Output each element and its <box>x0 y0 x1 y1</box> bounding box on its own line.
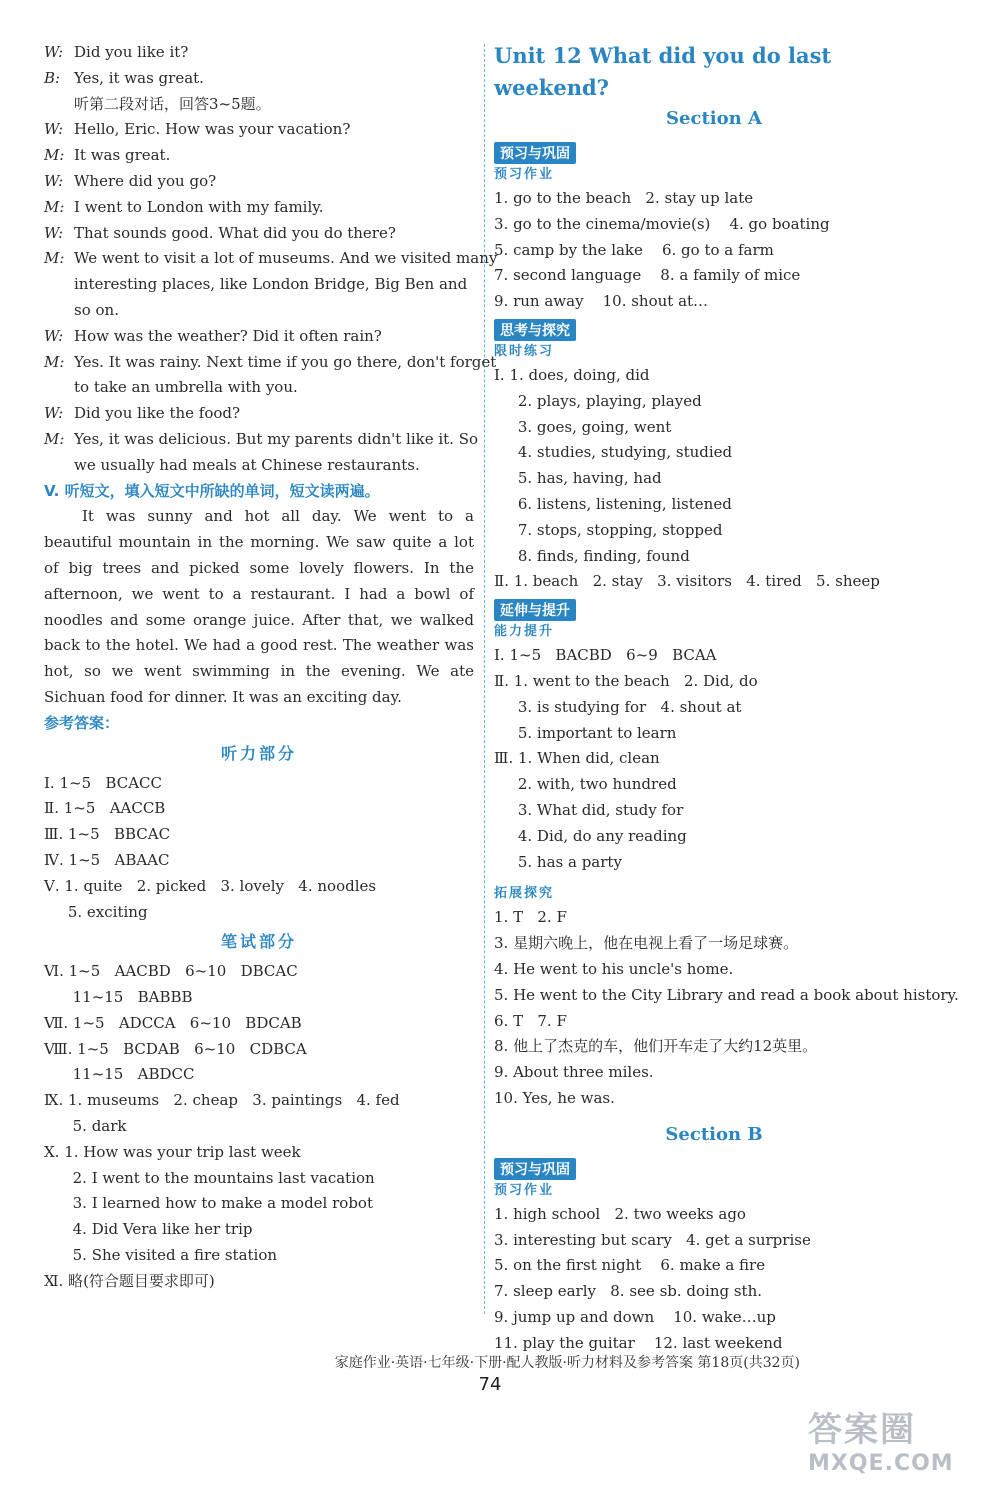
answer-line: Ⅰ. 1~5 BCACC <box>44 773 162 792</box>
passage: It was sunny and hot all day. We went to a beautiful mountain in the morning. We saw quite a lot of big trees and picked some lovely flowers. In the afternoon, we went to a restaurant. I had a bowl of noodles and some orange juice. After that, we walked back to the hotel. We had a good rest. The weather was hot, so we went swimming in the evening. We ate Sichuan food for dinner. It was an exciting day. <box>44 507 474 706</box>
answer-line: 4. Did, do any reading <box>494 826 687 845</box>
section-b-title: Section B <box>665 1123 763 1145</box>
answers-heading: 参考答案： <box>44 713 120 732</box>
answer-line: 3. What did, study for <box>494 800 684 819</box>
answer-line: 1. T 2. F <box>494 908 567 927</box>
answer-line: 5. dark <box>44 1117 127 1136</box>
speaker-label: M: <box>44 249 65 268</box>
dialogue-line <box>44 169 474 195</box>
dialogue-line <box>44 246 498 272</box>
answer-line: 7. second language 8. a family of mice <box>494 266 801 285</box>
answer-line: Ⅲ. 1. When did, clean <box>494 749 660 768</box>
dialogue-text: It was great. <box>74 146 171 165</box>
answer-line: 4. He went to his uncle's home. <box>494 959 734 978</box>
dialogue-line <box>44 195 474 221</box>
speaker-label: W: <box>44 171 64 190</box>
answer-line: 9. jump up and down 10. wake…up <box>494 1307 776 1326</box>
answer-line: 2. with, two hundred <box>494 775 677 794</box>
answer-line: 3. goes, going, went <box>494 417 672 436</box>
answer-line: 5. on the first night 6. make a fire <box>494 1256 766 1275</box>
a-practice-answers <box>494 363 934 595</box>
answer-line: 10. Yes, he was. <box>494 1088 615 1107</box>
part-v-heading: V. 听短文，填入短文中所缺的单词，短文读两遍。 <box>44 481 380 500</box>
left-column <box>44 40 498 1295</box>
answer-line: 11~15 ABDCC <box>44 1065 195 1084</box>
dialogue-line <box>44 453 474 479</box>
dialogue-line <box>44 350 497 376</box>
dialogue-text: interesting places, like London Bridge, Big Ben and <box>74 275 468 294</box>
answer-line: 5. exciting <box>44 902 148 921</box>
dialogue-2 <box>44 117 498 478</box>
dialogue-text: we usually had meals at Chinese restaurants. <box>74 455 420 474</box>
answer-line: 3. 星期六晚上，他在电视上看了一场足球赛。 <box>494 934 799 953</box>
dialogue-line <box>44 375 474 401</box>
answer-line: 8. 他上了杰克的车，他们开车走了大约12英里。 <box>494 1037 818 1056</box>
speaker-label: W: <box>44 326 64 345</box>
answer-line: Ⅰ. 1~5 BACBD 6~9 BCAA <box>494 646 717 665</box>
dialogue-text: so on. <box>74 300 119 319</box>
answer-line: Ⅷ. 1~5 BCDAB 6~10 CDBCA <box>44 1039 307 1058</box>
answer-line: 3. is studying for 4. shout at <box>494 697 742 716</box>
dialogue-text: Did you like it? <box>74 43 189 61</box>
page-footer: 家庭作业·英语·七年级·下册·配人教版·听力材料及参考答案 第18页(共32页) <box>334 1355 800 1371</box>
answer-line: 3. go to the cinema/movie(s) 4. go boating <box>494 214 830 233</box>
answer-line: 4. Did Vera like her trip <box>44 1220 253 1239</box>
answer-line: Ⅱ. 1. beach 2. stay 3. visitors 4. tired 5. sheep <box>494 572 880 591</box>
answer-line: 5. has a party <box>494 852 622 871</box>
speaker-label: W: <box>44 404 64 423</box>
answer-line: 6. listens, listening, listened <box>494 494 732 513</box>
dialogue-text: How was the weather? Did it often rain? <box>74 326 382 345</box>
answer-line: 4. studies, studying, studied <box>494 443 733 462</box>
dialogue-line <box>44 143 474 169</box>
answer-line: 5. camp by the lake 6. go to a farm <box>494 240 774 259</box>
unit-title: Unit 12 What did you do last weekend? <box>494 43 832 100</box>
answer-line: Ⅸ. 1. museums 2. cheap 3. paintings 4. fed <box>44 1091 400 1110</box>
speaker-label: B: <box>44 68 61 87</box>
tag-extend: 延伸与提升 <box>494 599 576 621</box>
answer-line: 9. About three miles. <box>494 1063 654 1082</box>
answer-line: Ⅰ. 1. does, doing, did <box>494 365 650 384</box>
dialogue-text: Hello, Eric. How was your vacation? <box>74 120 351 139</box>
answer-line: 11. play the guitar 12. last weekend <box>494 1333 783 1352</box>
dialogue-text: I went to London with my family. <box>74 197 324 216</box>
speaker-label: M: <box>44 197 65 216</box>
dialogue-line <box>44 272 474 298</box>
answer-line: 7. sleep early 8. see sb. doing sth. <box>494 1282 763 1301</box>
dialogue-text: Yes, it was great. <box>74 68 204 87</box>
answer-line: Ⅺ. 略(符合题目要求即可) <box>44 1271 215 1290</box>
answer-line: 1. go to the beach 2. stay up late <box>494 189 754 207</box>
watermark-logo <box>808 1402 994 1488</box>
section-a-title: Section A <box>666 108 762 129</box>
dialogue-line <box>44 40 474 66</box>
dialogue-text: Where did you go? <box>74 171 217 190</box>
dialogue-line <box>44 427 479 453</box>
answer-line: Ⅳ. 1~5 ABAAC <box>44 850 170 869</box>
dialogue-line <box>44 221 474 247</box>
answer-line: Ⅲ. 1~5 BBCAC <box>44 825 171 844</box>
listening-answers <box>44 771 474 926</box>
right-column <box>494 40 959 1356</box>
dialogue-text: Yes. It was rainy. Next time if you go there, don't forget <box>74 352 497 371</box>
dialogue-line <box>44 324 474 350</box>
answer-line: 5. has, having, had <box>494 469 662 488</box>
answer-line: 5. He went to the City Library and read a book about history. <box>494 985 959 1004</box>
answer-line: Ⅶ. 1~5 ADCCA 6~10 BDCAB <box>44 1013 302 1032</box>
dialogue-line <box>44 298 474 324</box>
dialogue-text: That sounds good. What did you do there? <box>74 223 396 242</box>
dialogue-line <box>44 117 474 143</box>
answer-line: Ⅴ. 1. quite 2. picked 3. lovely 4. noodles <box>44 876 377 895</box>
a-ability-answers <box>494 643 934 875</box>
dialogue-1 <box>44 40 474 92</box>
answer-line: 5. She visited a fire station <box>44 1246 278 1265</box>
sub-explore: 拓展探究 <box>494 886 555 902</box>
dialogue-text: to take an umbrella with you. <box>74 378 298 397</box>
answer-line: Ⅱ. 1. went to the beach 2. Did, do <box>494 671 758 690</box>
answer-line: Ⅹ. 1. How was your trip last week <box>44 1142 301 1161</box>
sub-practice: 限时练习 <box>494 343 555 359</box>
sub-homework: 预习作业 <box>494 167 555 182</box>
answer-line: 3. interesting but scary 4. get a surprise <box>494 1230 811 1249</box>
dialogue-text: Did you like the food? <box>74 404 241 423</box>
answer-line: 5. important to learn <box>494 723 677 742</box>
answer-line: 7. stops, stopping, stopped <box>494 520 723 539</box>
tag-think: 思考与探究 <box>494 319 576 341</box>
listening-heading: 听力部分 <box>220 743 297 763</box>
answer-line: 8. finds, finding, found <box>494 546 690 565</box>
sub-homework-b: 预习作业 <box>494 1182 555 1198</box>
speaker-label: W: <box>44 223 64 242</box>
answer-line: 6. T 7. F <box>494 1011 567 1030</box>
page-number: 74 <box>478 1374 502 1395</box>
speaker-label: W: <box>44 120 64 139</box>
tag-preview-b: 预习与巩固 <box>494 1158 576 1180</box>
answer-line: 3. I learned how to make a model robot <box>44 1194 373 1213</box>
b-preview-answers <box>494 1202 934 1357</box>
answer-line: 2. I went to the mountains last vacation <box>44 1168 375 1187</box>
dialogue-line <box>44 66 474 92</box>
answer-line: 11~15 BABBB <box>44 988 193 1007</box>
dialogue-text: We went to visit a lot of museums. And we visited many <box>74 249 498 268</box>
answer-line: 1. high school 2. two weeks ago <box>494 1204 746 1223</box>
column-divider <box>484 44 485 1314</box>
speaker-label: M: <box>44 146 65 165</box>
watermark-top: 答案圈 <box>808 1410 916 1450</box>
answer-line: Ⅱ. 1~5 AACCB <box>44 799 166 818</box>
answer-line: 9. run away 10. shout at… <box>494 292 709 311</box>
a-preview-answers <box>494 186 934 315</box>
a-explore-answers <box>494 905 959 1111</box>
speaker-label: M: <box>44 352 65 371</box>
dialogue-text: Yes, it was delicious. But my parents didn't like it. So <box>74 429 479 448</box>
watermark-bottom: MXQE.COM <box>808 1451 954 1476</box>
instruction-2: 听第二段对话，回答3~5题。 <box>74 94 271 113</box>
sub-ability: 能力提升 <box>494 624 555 640</box>
answer-line: 2. plays, playing, played <box>494 391 702 410</box>
speaker-label: W: <box>44 43 64 61</box>
tag-preview: 预习与巩固 <box>494 142 576 164</box>
dialogue-line <box>44 401 474 427</box>
written-heading: 笔试部分 <box>220 932 297 952</box>
speaker-label: M: <box>44 429 65 448</box>
answer-line: Ⅵ. 1~5 AACBD 6~10 DBCAC <box>44 962 298 981</box>
written-answers <box>44 959 474 1294</box>
